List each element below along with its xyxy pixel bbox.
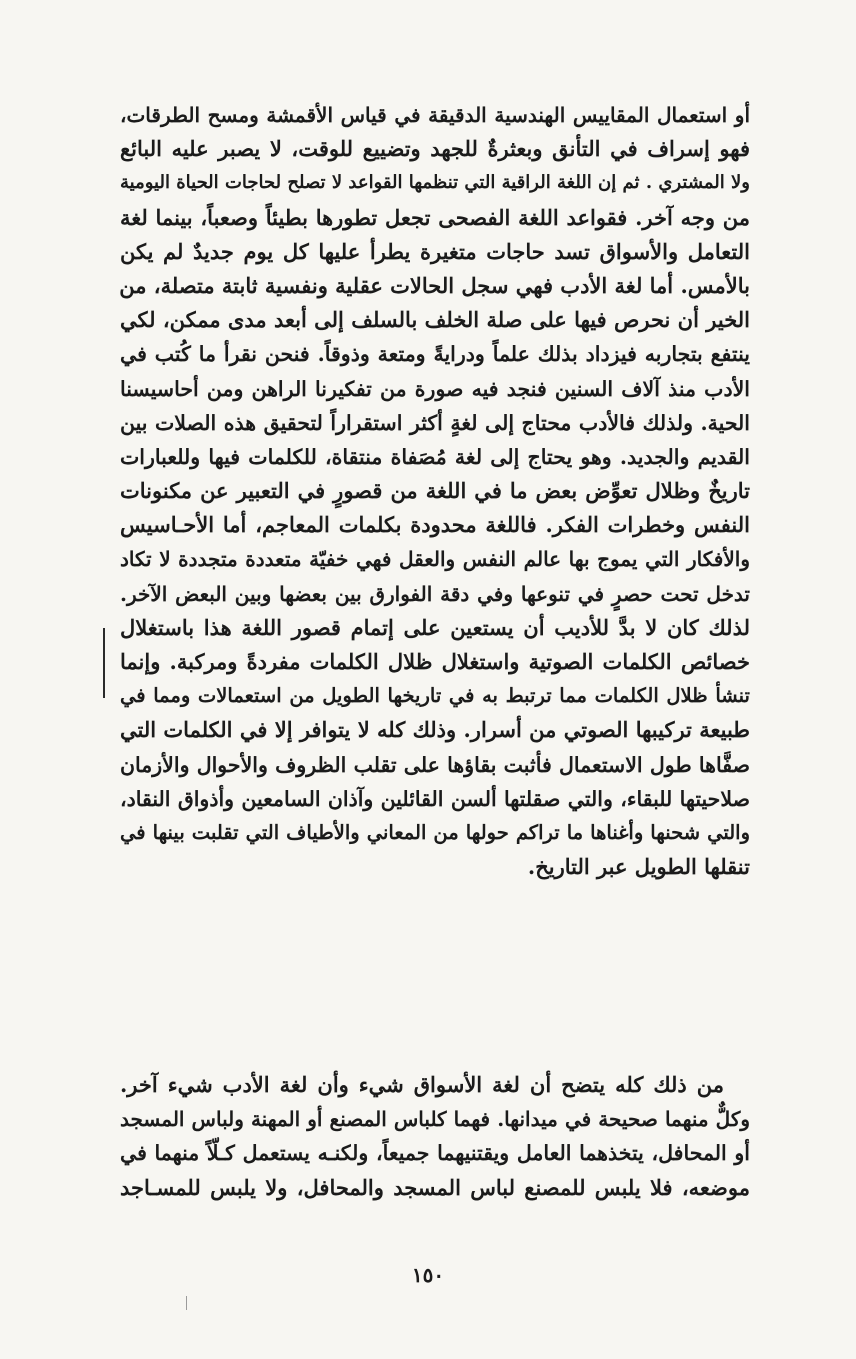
text-line: أو المحافل، يتخذهما العامل ويقتنيهما جميعاً، ولكنـه يستعمل كـلّاً منهما في: [120, 1141, 750, 1166]
text-line: الأدب منذ آلاف السنين فنجد فيه صورة من تفكيرنا الراهن ومن أحاسيسنا: [120, 376, 750, 401]
text-line: ينتفع بتجاربه فيزداد بذلك علماً ودرايةً ومتعة وذوقاً. فنحن نقرأ ما كُتب في: [120, 342, 750, 367]
text-line: والأفكار التي يموج بها عالم النفس والعقل فهي خفيّة متعددة متجددة لا تكاد: [120, 547, 750, 572]
text-line: وكلٌّ منهما صحيحة في ميدانها. فهما كلباس المصنع أو المهنة ولباس المسجد: [120, 1107, 750, 1132]
text-line: تنشأ ظلال الكلمات مما ترتبط به في تاريخها الطويل من استعمالات ومما في: [120, 684, 750, 708]
margin-mark: [103, 628, 105, 698]
text-line: خصائص الكلمات الصوتية واستغلال ظلال الكلمات مفردةً ومركبة. وإنما: [120, 649, 750, 674]
text-line: تنقلها الطويل عبر التاريخ.: [527, 854, 750, 880]
text-line: تدخل تحت حصرٍ في تنوعها وفي دقة الفوارق بين بعضها وبين البعض الآخر.: [120, 581, 750, 606]
text-line: التعامل والأسواق تسد حاجات متغيرة يطرأ عليها كل يوم جديدٌ لم يكن: [120, 238, 750, 264]
text-line: الحية. ولذلك فالأدب محتاج إلى لغةٍ أكثر استقراراً لتحقيق هذه الصلات بين: [120, 410, 750, 435]
text-line: من ذلك كله يتضح أن لغة الأسواق شيء وأن لغة الأدب شيء آخر.: [120, 1072, 724, 1097]
text-line: النفس وخطرات الفكر. فاللغة محدودة بكلمات المعاجم، أما الأحـاسيس: [120, 512, 750, 538]
page-number: ١٥٠: [411, 1263, 445, 1287]
text-line: صلاحيتها للبقاء، والتي صقلتها ألسن القائلين وآذان السامعين وأذواق النقاد،: [120, 786, 750, 811]
text-line: القديم والجديد. وهو يحتاج إلى لغة مُصَفاة منتقاة، للكلمات فيها وللعبارات: [120, 444, 750, 469]
paragraph-1: [120, 98, 750, 884]
text-line: فهو إسراف في التأنق وبعثرةٌ للجهد وتضييع للوقت، لا يصبر عليه البائع: [120, 136, 750, 162]
text-line: والتي شحنها وأغناها ما تراكم حولها من المعاني والأطياف التي تقلبت بينها في: [120, 820, 750, 844]
text-line: صفَّاها طول الاستعمال فأثبت بقاؤها على تقلب الظروف والأحوال والأزمان: [120, 752, 750, 777]
paragraph-2: [120, 1068, 750, 1205]
text-line: الخير أن نحرص فيها على صلة الخلف بالسلف إلى أبعد مدى ممكن، لكي: [120, 307, 750, 333]
text-line: أو استعمال المقاييس الهندسية الدقيقة في قياس الأقمشة ومسح الطرقات،: [120, 103, 750, 127]
text-line: بالأمس. أما لغة الأدب فهي سجل الحالات عقلية ونفسية ثابتة متصلة، من: [119, 272, 750, 298]
text-line: طبيعة تركيبها الصوتي من أسرار. وذلك كله لا يتوافر إلا في الكلمات التي: [120, 717, 750, 743]
text-line: تاريخٌ وظلال تعوِّض بعض ما في اللغة من قصورٍ في التعبير عن مكنونات: [120, 478, 750, 504]
text-line: لذلك كان لا بدَّ للأديب أن يستعين على إتمام قصور اللغة هذا باستغلال: [120, 614, 750, 640]
text-line: ولا المشتري . ثم إن اللغة الراقية التي تنظمها القواعد لا تصلح لحاجات الحياة اليومية: [120, 172, 750, 194]
text-line: موضعه، فلا يلبس للمصنع لباس المسجد والمحافل، ولا يلبس للمسـاجد: [120, 1174, 750, 1200]
text-line: من وجه آخر. فقواعد اللغة الفصحى تجعل تطورها بطيئاً وصعباً، بينما لغة: [120, 204, 750, 230]
scan-artifact: [186, 1296, 187, 1310]
